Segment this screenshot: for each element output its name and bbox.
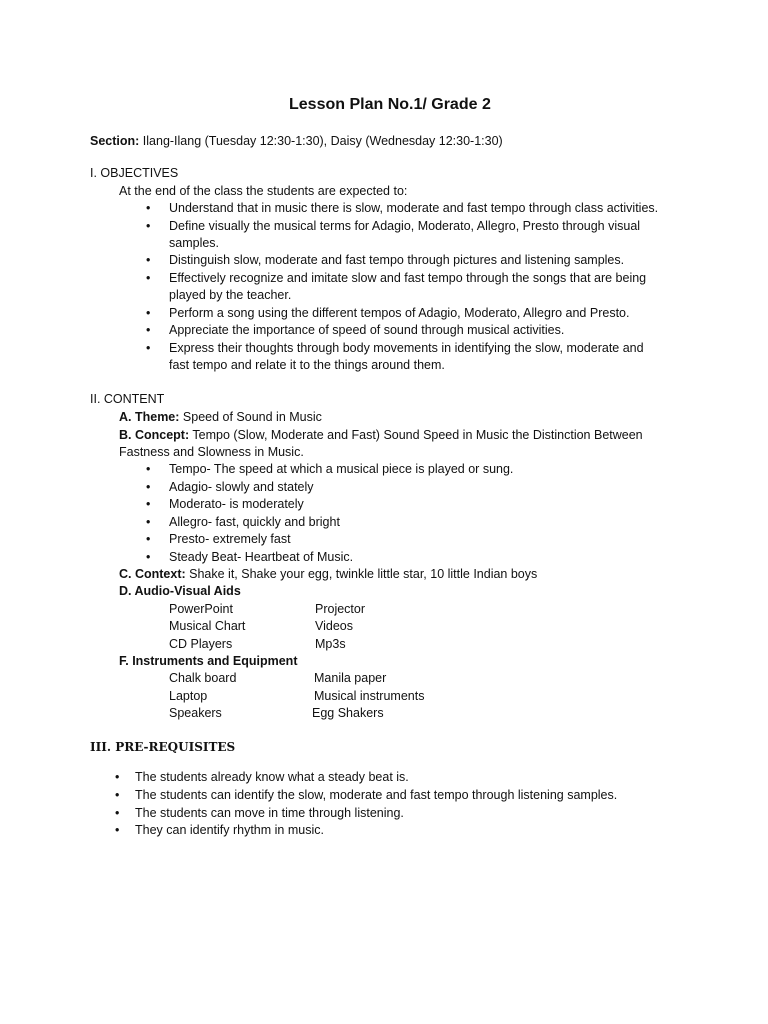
bullet-icon: •: [146, 497, 151, 511]
tempo-item: Adagio- slowly and stately: [169, 480, 314, 494]
bullet-icon: •: [146, 532, 151, 546]
context-line: [119, 566, 537, 583]
objective-item: Appreciate the importance of speed of sound through musical activities.: [169, 323, 565, 337]
tempo-item: Presto- extremely fast: [169, 532, 291, 546]
theme-line: [119, 409, 322, 426]
tempo-item: Allegro- fast, quickly and bright: [169, 515, 340, 529]
bullet-icon: •: [115, 823, 120, 837]
bullet-icon: •: [146, 550, 151, 564]
concept-value: Tempo (Slow, Moderate and Fast) Sound Speed in Music the Distinction Between: [189, 428, 643, 442]
aids-heading: D. Audio-Visual Aids: [119, 584, 241, 598]
concept-value-cont: Fastness and Slowness in Music.: [119, 445, 304, 459]
aid-item: Mp3s: [315, 637, 346, 651]
tempo-item: Tempo- The speed at which a musical piece is played or sung.: [169, 462, 514, 476]
bullet-icon: •: [146, 219, 151, 233]
concept-line: [119, 427, 643, 444]
page-title: Lesson Plan No.1/ Grade 2: [289, 96, 491, 113]
instrument-item: Musical instruments: [314, 689, 425, 703]
theme-label: A. Theme:: [119, 410, 180, 424]
bullet-icon: •: [146, 515, 151, 529]
prereq-item: They can identify rhythm in music.: [135, 823, 324, 837]
instrument-item: Speakers: [169, 706, 222, 720]
objective-item: Distinguish slow, moderate and fast tempo through pictures and listening samples.: [169, 253, 625, 267]
bullet-icon: •: [115, 788, 120, 802]
prereq-item: The students can identify the slow, moderate and fast tempo through listening samples.: [135, 788, 618, 802]
bullet-icon: •: [146, 462, 151, 476]
concept-label: B. Concept:: [119, 428, 190, 442]
bullet-icon: •: [146, 201, 151, 215]
objective-item-cont: fast tempo and relate it to the things around them.: [169, 358, 445, 372]
prereq-item: The students already know what a steady beat is.: [135, 770, 409, 784]
bullet-icon: •: [115, 770, 120, 784]
theme-value: Speed of Sound in Music: [179, 410, 322, 424]
prereq-item: The students can move in time through listening.: [135, 806, 404, 820]
objective-item: Express their thoughts through body movements in identifying the slow, moderate and: [169, 341, 644, 355]
instrument-item: Chalk board: [169, 671, 237, 685]
aid-item: Musical Chart: [169, 619, 246, 633]
section-label: Section:: [90, 134, 140, 148]
content-heading: II. CONTENT: [90, 392, 165, 406]
bullet-icon: •: [146, 323, 151, 337]
aid-item: Projector: [315, 602, 366, 616]
bullet-icon: •: [146, 253, 151, 267]
objective-item: Perform a song using the different tempos of Adagio, Moderato, Allegro and Presto.: [169, 306, 630, 320]
objective-item: Understand that in music there is slow, moderate and fast tempo through class activities.: [169, 201, 659, 215]
bullet-icon: •: [146, 306, 151, 320]
objectives-heading: I. OBJECTIVES: [90, 166, 179, 180]
bullet-icon: •: [146, 480, 151, 494]
objective-item-cont: played by the teacher.: [169, 288, 292, 302]
prereq-heading: III. PRE-REQUISITES: [90, 740, 236, 754]
objective-item: Effectively recognize and imitate slow and fast tempo through the songs that are being: [169, 271, 647, 285]
context-value: Shake it, Shake your egg, twinkle little star, 10 little Indian boys: [185, 567, 538, 581]
objective-item-cont: samples.: [169, 236, 220, 250]
objectives-intro: At the end of the class the students are expected to:: [119, 184, 408, 198]
instrument-item: Egg Shakers: [312, 706, 384, 720]
instrument-item: Laptop: [169, 689, 208, 703]
bullet-icon: •: [115, 806, 120, 820]
aid-item: PowerPoint: [169, 602, 233, 616]
tempo-item: Moderato- is moderately: [169, 497, 304, 511]
context-label: C. Context:: [119, 567, 186, 581]
bullet-icon: •: [146, 341, 151, 355]
tempo-item: Steady Beat- Heartbeat of Music.: [169, 550, 354, 564]
section-value: Ilang-Ilang (Tuesday 12:30-1:30), Daisy (Wednesday 12:30-1:30): [139, 134, 503, 148]
bullet-icon: •: [146, 271, 151, 285]
aid-item: CD Players: [169, 637, 233, 651]
section-line: [90, 133, 503, 150]
instruments-heading: F. Instruments and Equipment: [119, 654, 298, 668]
aid-item: Videos: [315, 619, 353, 633]
objective-item: Define visually the musical terms for Adagio, Moderato, Allegro, Presto through visual: [169, 219, 641, 233]
instrument-item: Manila paper: [314, 671, 387, 685]
